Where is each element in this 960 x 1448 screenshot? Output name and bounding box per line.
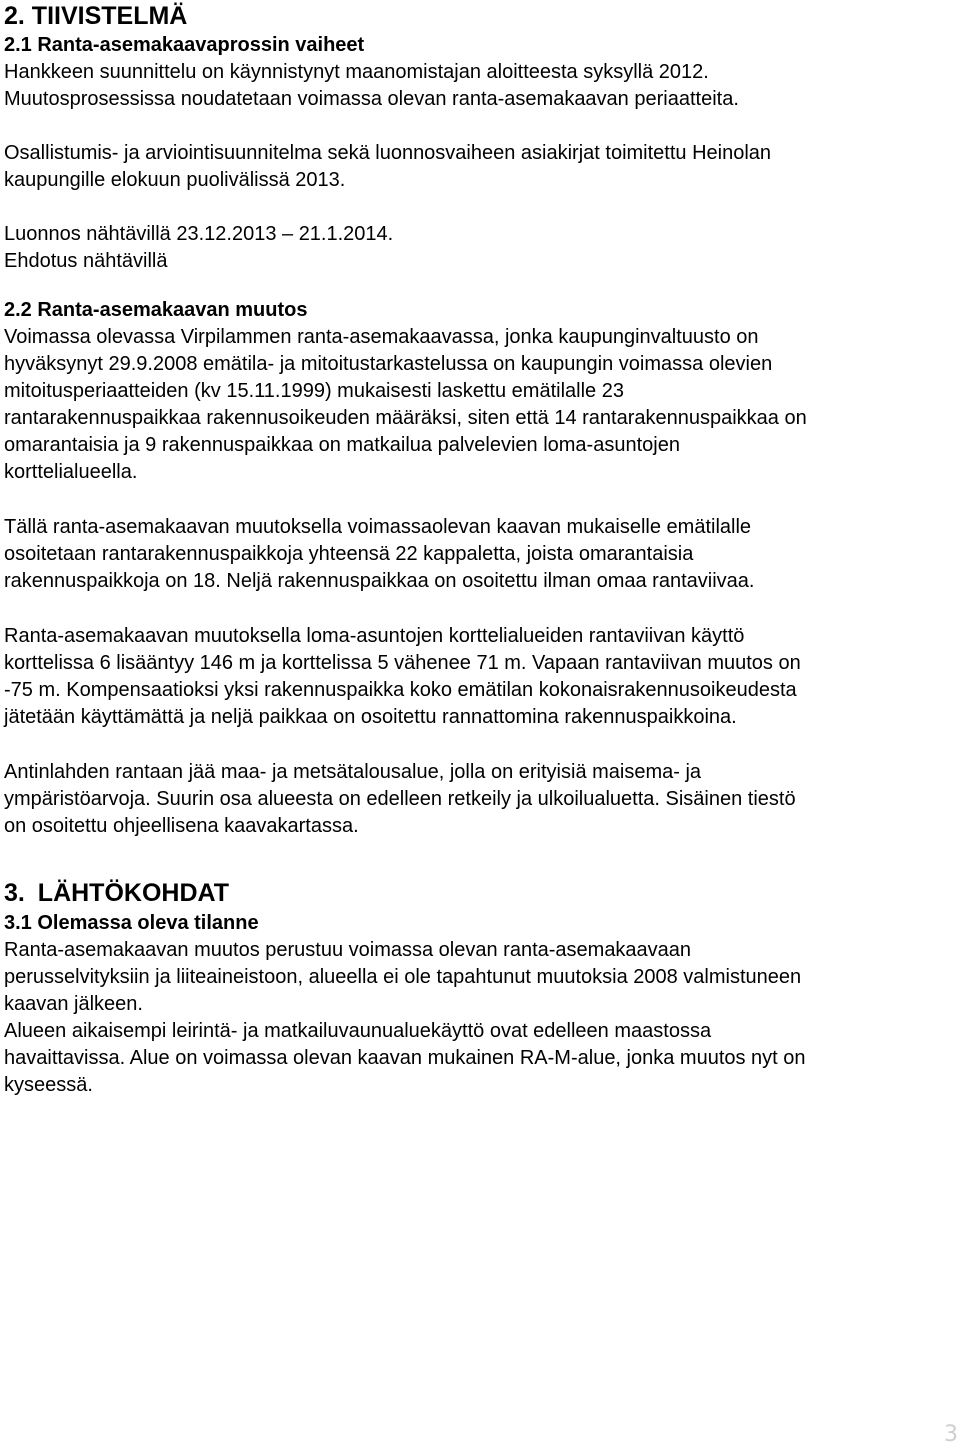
paragraph-2-2-d — [4, 759, 956, 840]
paragraph-2-2-c — [4, 623, 956, 731]
section-2-heading: 2. TIIVISTELMÄ — [4, 2, 188, 30]
text-line: osoitetaan rantarakennuspaikkoja yhteensä 22 kappaletta, joista omarantaisia — [4, 543, 694, 565]
paragraph-2-1-c — [4, 221, 956, 275]
text-line: jätetään käyttämättä ja neljä paikkaa on osoitettu rannattomina rakennuspaikkoina. — [4, 706, 737, 728]
text-line: rakennuspaikkoja on 18. Neljä rakennuspaikkaa on osoitettu ilman omaa rantaviivaa. — [4, 570, 755, 592]
section-2-2-heading: 2.2 Ranta-asemakaavan muutos — [4, 299, 308, 321]
paragraph-3-1-a — [4, 937, 956, 1099]
text-line: hyväksynyt 29.9.2008 emätila- ja mitoitustarkastelussa on kaupungin voimassa olevien — [4, 353, 773, 375]
text-line: Ranta-asemakaavan muutos perustuu voimassa olevan ranta-asemakaavaan — [4, 939, 692, 961]
text-line: kaupungille elokuun puolivälissä 2013. — [4, 169, 346, 191]
text-line: mitoitusperiaatteiden (kv 15.11.1999) mukaisesti laskettu emätilalle 23 — [4, 380, 624, 402]
text-line: kaavan jälkeen. — [4, 993, 143, 1015]
text-line: omarantaisia ja 9 rakennuspaikkaa on matkailua palvelevien loma-asuntojen — [4, 434, 680, 456]
text-line: Osallistumis- ja arviointisuunnitelma sekä luonnosvaiheen asiakirjat toimitettu Heinolan — [4, 142, 772, 164]
text-line: ympäristöarvoja. Suurin osa alueesta on edelleen retkeily ja ulkoilualuetta. Sisäinen tiestö — [4, 788, 796, 810]
text-line: Tällä ranta-asemakaavan muutoksella voimassaolevan kaavan mukaiselle emätilalle — [4, 516, 752, 538]
text-line: Ranta-asemakaavan muutoksella loma-asuntojen korttelialueiden rantaviivan käyttö — [4, 625, 745, 647]
text-line: -75 m. Kompensaatioksi yksi rakennuspaikka koko emätilan kokonaisrakennusoikeudesta — [4, 679, 797, 701]
paragraph-2-2-b — [4, 514, 956, 595]
text-line: Muutosprosessissa noudatetaan voimassa olevan ranta-asemakaavan periaatteita. — [4, 88, 739, 110]
text-line: Antinlahden rantaan jää maa- ja metsätalousalue, jolla on erityisiä maisema- ja — [4, 761, 702, 783]
text-line: on osoitettu ohjeellisena kaavakartassa. — [4, 815, 359, 837]
text-line: havaittavissa. Alue on voimassa olevan kaavan mukainen RA-M-alue, jonka muutos nyt on — [4, 1047, 806, 1069]
section-3-heading: 3. LÄHTÖKOHDAT — [4, 879, 229, 907]
paragraph-2-1-b — [4, 140, 956, 194]
text-line: Hankkeen suunnittelu on käynnistynyt maanomistajan aloitteesta syksyllä 2012. — [4, 61, 709, 83]
text-line: Ehdotus nähtävillä — [4, 250, 168, 272]
section-2-1-heading: 2.1 Ranta-asemakaavaprossin vaiheet — [4, 34, 365, 56]
text-line: kyseessä. — [4, 1074, 93, 1096]
document-page — [4, 0, 956, 1099]
text-line: perusselvityksiin ja liiteaineistoon, alueella ei ole tapahtunut muutoksia 2008 valmistuneen — [4, 966, 802, 988]
section-3-1-heading: 3.1 Olemassa oleva tilanne — [4, 912, 259, 934]
paragraph-2-2-a — [4, 324, 956, 486]
text-line: korttelialueella. — [4, 461, 138, 483]
text-line: Luonnos nähtävillä 23.12.2013 – 21.1.2014. — [4, 223, 394, 245]
text-line: Voimassa olevassa Virpilammen ranta-asemakaavassa, jonka kaupunginvaltuusto on — [4, 326, 759, 348]
text-line: korttelissa 6 lisääntyy 146 m ja korttelissa 5 vähenee 71 m. Vapaan rantaviivan muutos on — [4, 652, 801, 674]
paragraph-2-1-a — [4, 59, 956, 113]
text-line: Alueen aikaisempi leirintä- ja matkailuvaunualuekäyttö ovat edelleen maastossa — [4, 1020, 712, 1042]
text-line: rantarakennuspaikkaa rakennusoikeuden määräksi, siten että 14 rantarakennuspaikkaa on — [4, 407, 807, 429]
page-number: 3 — [944, 1422, 958, 1447]
